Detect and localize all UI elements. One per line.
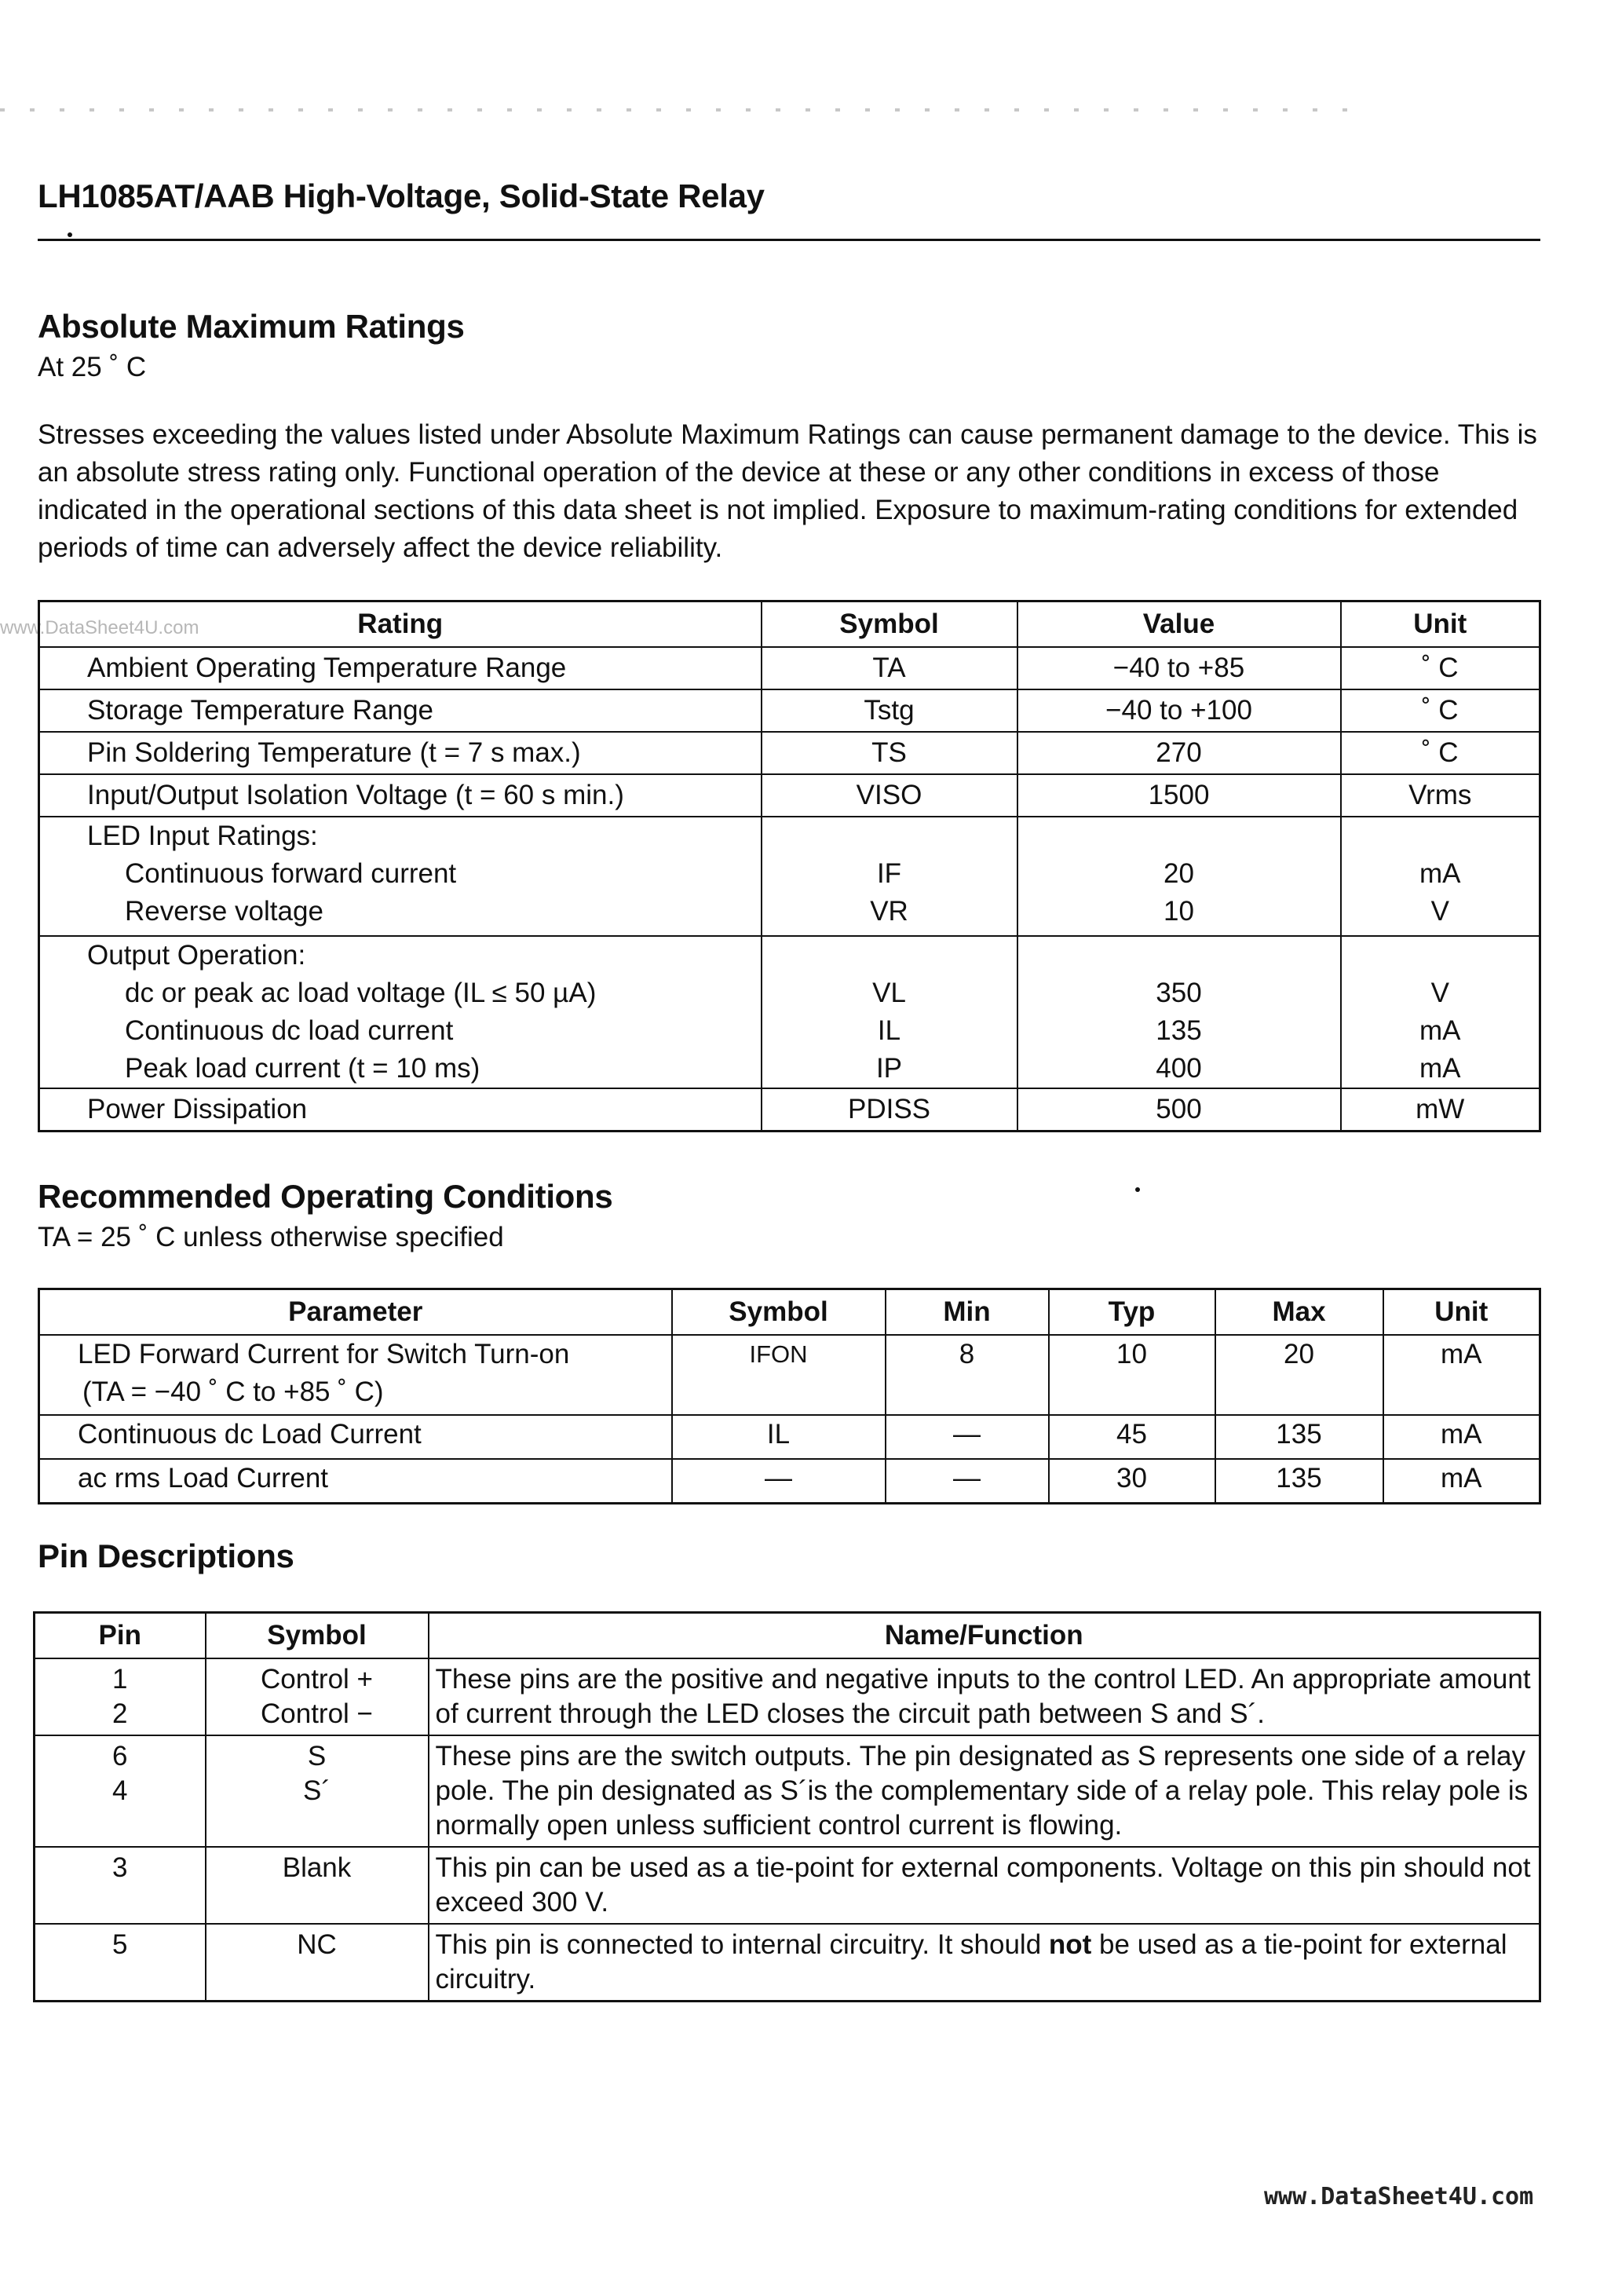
pin-cell	[35, 1735, 206, 1847]
min-cell: —	[886, 1415, 1049, 1459]
output-item-symbol: IL	[877, 1015, 901, 1046]
parameter-cell: ac rms Load Current	[39, 1459, 672, 1504]
output-item-rating: dc or peak ac load voltage (IL ≤ 50 µA)	[125, 978, 597, 1008]
pin-function-cell: These pins are the positive and negative inputs to the control LED. An appropriate amount of current through the LED closes the circuit path between S and S´.	[429, 1658, 1540, 1735]
led-item-unit: V	[1430, 896, 1449, 927]
min-cell: 8	[886, 1335, 1049, 1415]
symbol-cell: TA	[762, 647, 1017, 689]
table-row	[39, 1415, 1540, 1459]
led-item-rating: Reverse voltage	[125, 896, 323, 927]
value-cell: 270	[1017, 732, 1341, 774]
pins-heading: Pin Descriptions	[38, 1537, 294, 1574]
symbol-cell: VISO	[762, 774, 1017, 817]
output-item-symbol: IP	[875, 1053, 903, 1084]
pin-symbol-cell	[206, 1735, 429, 1847]
amr-paragraph: Stresses exceeding the values listed under Absolute Maximum Ratings can cause permanent damage to the device. This is an absolute stress rating only. Functional operation of the device at these or any other conditions in excess of those indicated in the operational sections of this data sheet is not implied. Exposure to maximum-rating conditions for extended periods of time can adversely affect the device reliability.	[38, 419, 1537, 563]
table-row	[35, 1735, 1540, 1847]
pins-table	[33, 1611, 1541, 2002]
value-cell: 500	[1017, 1088, 1341, 1132]
table-row	[39, 1335, 1540, 1415]
document-title: LH1085AT/AAB High-Voltage, Solid-State Relay	[38, 177, 765, 214]
unit-cell	[1341, 936, 1540, 1088]
table-row	[39, 774, 1540, 817]
led-group-label: LED Input Ratings:	[87, 821, 318, 851]
pin-cell	[35, 1658, 206, 1735]
pin-number: 2	[112, 1698, 128, 1729]
max-cell: 135	[1215, 1459, 1383, 1504]
value-cell: −40 to +100	[1017, 689, 1341, 732]
pin-function-cell: These pins are the switch outputs. The pin designated as S represents one side of a relay pole. The pin designated as S´is the complementary side of a relay pole. This relay pole is normally open unless sufficient control current is flowing.	[429, 1735, 1540, 1847]
led-item-value: 20	[1164, 858, 1194, 889]
amr-col-unit: Unit	[1341, 601, 1540, 648]
pins-col-function: Name/Function	[429, 1613, 1540, 1659]
symbol-cell: —	[672, 1459, 886, 1504]
scan-speck	[1135, 1187, 1140, 1192]
led-item-rating: Continuous forward current	[125, 858, 457, 889]
led-item-unit: mA	[1419, 858, 1461, 889]
pin-function-text: be used as a tie-point for external circuitry.	[435, 1929, 1507, 1994]
roc-subheading: TA = 25 ˚ C unless otherwise specified	[38, 1222, 504, 1252]
unit-cell: mA	[1383, 1335, 1540, 1415]
value-cell: −40 to +85	[1017, 647, 1341, 689]
typ-cell: 45	[1049, 1415, 1215, 1459]
min-cell: —	[886, 1459, 1049, 1504]
table-row-output-operation	[39, 936, 1540, 1088]
rating-cell: Power Dissipation	[39, 1088, 762, 1132]
symbol-cell: Tstg	[762, 689, 1017, 732]
rating-cell	[39, 936, 762, 1088]
unit-cell: mA	[1383, 1415, 1540, 1459]
unit-cell: Vrms	[1341, 774, 1540, 817]
parameter-condition: (TA = −40 ˚ C to +85 ˚ C)	[82, 1377, 384, 1407]
symbol-cell: IL	[672, 1415, 886, 1459]
table-row	[39, 732, 1540, 774]
rating-cell: Ambient Operating Temperature Range	[39, 647, 762, 689]
table-row	[35, 1847, 1540, 1924]
table-row-led-inputs	[39, 817, 1540, 936]
pins-col-symbol: Symbol	[206, 1613, 429, 1659]
table-row	[35, 1924, 1540, 2002]
unit-cell: mA	[1383, 1459, 1540, 1504]
value-cell	[1017, 817, 1341, 936]
output-item-unit: mA	[1419, 1015, 1461, 1046]
output-item-value: 400	[1156, 1053, 1202, 1084]
typ-cell: 30	[1049, 1459, 1215, 1504]
pins-col-pin: Pin	[35, 1613, 206, 1659]
rating-cell: Input/Output Isolation Voltage (t = 60 s min.)	[39, 774, 762, 817]
table-row	[35, 1658, 1540, 1735]
table-row	[39, 689, 1540, 732]
symbol-cell: PDISS	[762, 1088, 1017, 1132]
output-item-rating: Peak load current (t = 10 ms)	[125, 1053, 480, 1084]
rating-cell: Pin Soldering Temperature (t = 7 s max.)	[39, 732, 762, 774]
output-item-symbol: VL	[872, 978, 906, 1008]
pin-symbol-cell	[206, 1658, 429, 1735]
roc-header-row	[39, 1289, 1540, 1336]
value-cell	[1017, 936, 1341, 1088]
pin-symbol: S	[307, 1741, 327, 1771]
amr-col-symbol: Symbol	[762, 601, 1017, 648]
unit-cell: ˚ C	[1341, 647, 1540, 689]
amr-heading: Absolute Maximum Ratings	[38, 308, 465, 345]
pin-function-cell: This pin can be used as a tie-point for external components. Voltage on this pin should not exceed 300 V.	[429, 1847, 1540, 1924]
rating-cell: Storage Temperature Range	[39, 689, 762, 732]
output-item-value: 350	[1156, 978, 1202, 1008]
parameter-cell	[39, 1335, 672, 1415]
pin-function-emphasis: not	[1048, 1929, 1092, 1960]
symbol-cell: IFON	[672, 1335, 886, 1415]
led-item-value: 10	[1164, 896, 1194, 927]
title-rule	[38, 239, 1540, 241]
parameter-line: LED Forward Current for Switch Turn-on	[78, 1339, 570, 1369]
symbol-cell: TS	[762, 732, 1017, 774]
pin-symbol: Blank	[206, 1847, 429, 1924]
roc-col-typ: Typ	[1049, 1289, 1215, 1336]
unit-cell: ˚ C	[1341, 732, 1540, 774]
unit-cell	[1341, 817, 1540, 936]
amr-subheading: At 25 ˚ C	[38, 352, 147, 382]
max-cell: 135	[1215, 1415, 1383, 1459]
watermark-right: www.DataSheet4U.com	[1264, 2183, 1534, 2210]
roc-col-max: Max	[1215, 1289, 1383, 1336]
amr-col-value: Value	[1017, 601, 1341, 648]
pin-symbol: S´	[303, 1775, 331, 1806]
pin-number: 5	[35, 1924, 206, 2002]
unit-cell: ˚ C	[1341, 689, 1540, 732]
roc-table	[38, 1288, 1541, 1504]
pin-number: 6	[112, 1741, 128, 1771]
symbol-cell	[762, 936, 1017, 1088]
amr-header-row	[39, 601, 1540, 648]
pins-section-heading	[38, 1537, 294, 1575]
pin-symbol: NC	[206, 1924, 429, 2002]
led-item-symbol: VR	[870, 896, 908, 927]
table-row	[39, 1459, 1540, 1504]
amr-table	[38, 600, 1541, 1132]
parameter-cell: Continuous dc Load Current	[39, 1415, 672, 1459]
roc-heading: Recommended Operating Conditions	[38, 1178, 613, 1215]
output-item-unit: mA	[1419, 1053, 1461, 1084]
roc-section-heading	[38, 1178, 612, 1216]
output-group-label: Output Operation:	[87, 940, 306, 971]
top-scan-line	[0, 108, 1366, 112]
roc-col-parameter: Parameter	[39, 1289, 672, 1336]
output-item-value: 135	[1156, 1015, 1202, 1046]
max-cell: 20	[1215, 1335, 1383, 1415]
table-row	[39, 1088, 1540, 1132]
pin-symbol: Control +	[261, 1664, 373, 1695]
table-row	[39, 647, 1540, 689]
pins-header-row	[35, 1613, 1540, 1659]
value-cell: 1500	[1017, 774, 1341, 817]
unit-cell: mW	[1341, 1088, 1540, 1132]
pin-number: 1	[112, 1664, 128, 1695]
pin-function-cell	[429, 1924, 1540, 2002]
pin-function-text: This pin is connected to internal circuitry. It should	[435, 1929, 1049, 1960]
amr-section-heading	[38, 308, 465, 345]
roc-col-unit: Unit	[1383, 1289, 1540, 1336]
pin-symbol: Control −	[261, 1698, 373, 1729]
typ-cell: 10	[1049, 1335, 1215, 1415]
pin-number: 4	[112, 1775, 128, 1806]
roc-col-symbol: Symbol	[672, 1289, 886, 1336]
watermark-left: www.DataSheet4U.com	[0, 617, 199, 638]
output-item-rating: Continuous dc load current	[125, 1015, 454, 1046]
pin-number: 3	[35, 1847, 206, 1924]
symbol-cell	[762, 817, 1017, 936]
rating-cell	[39, 817, 762, 936]
amr-col-rating: Rating	[39, 601, 762, 648]
roc-col-min: Min	[886, 1289, 1049, 1336]
led-item-symbol: IF	[876, 858, 902, 889]
scan-speck	[68, 232, 72, 237]
output-item-unit: V	[1430, 978, 1449, 1008]
